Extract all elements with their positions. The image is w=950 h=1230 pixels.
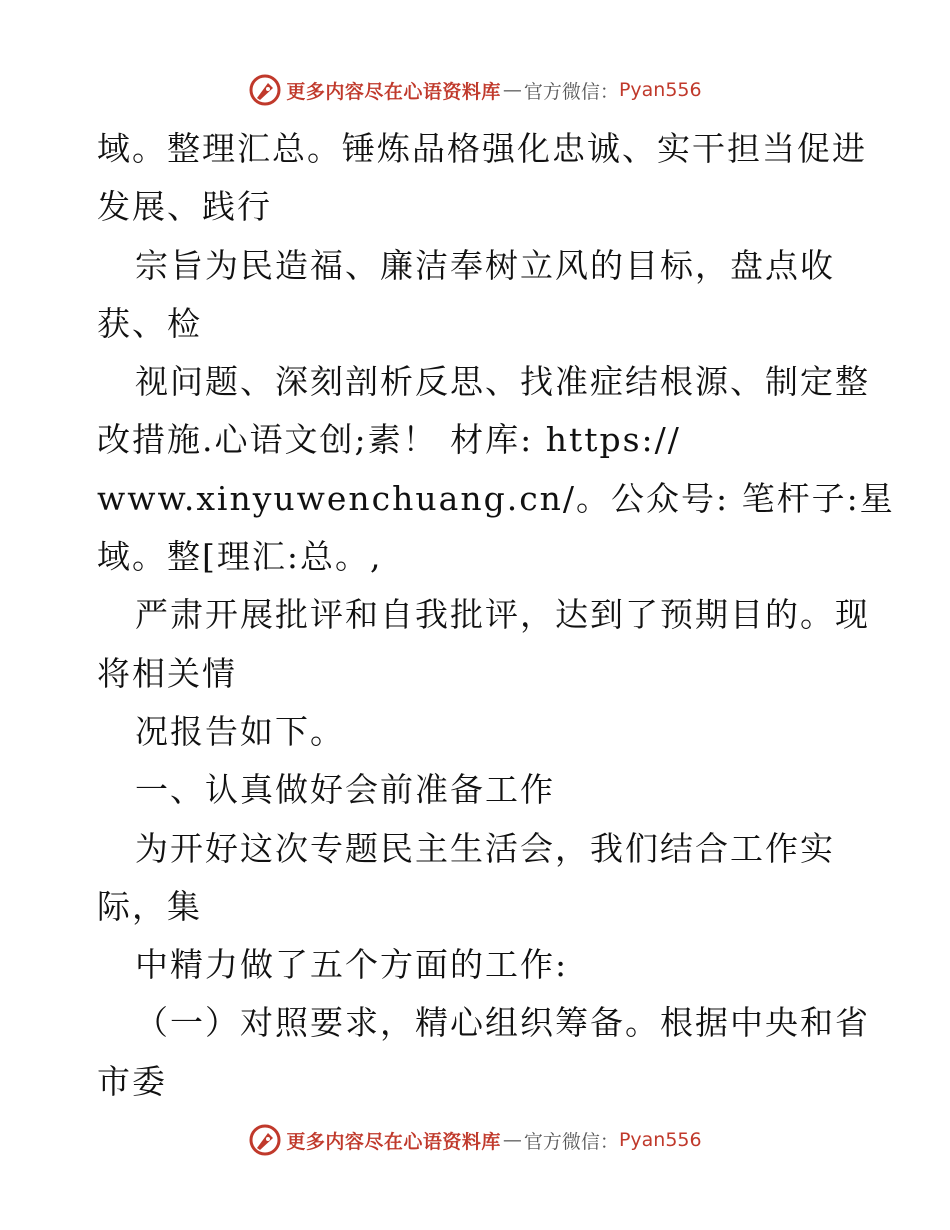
- text-line: 宗旨为民造福、廉洁奉树立风的目标，盘点收: [135, 245, 835, 285]
- banner-slogan: 更多内容尽在心语资料库: [286, 1130, 501, 1153]
- text-line: 际，集: [97, 886, 202, 926]
- text-line: 将相关情: [97, 653, 237, 693]
- pen-nib-logo-icon: [248, 1123, 282, 1157]
- text-line: 域。整理汇总。锤炼品格强化忠诚、实干担当促进: [97, 129, 867, 168]
- banner-wechat-id: Pyan556: [618, 79, 702, 101]
- text-line: （一）对照要求，精心组织筹备。根据中央和省: [135, 1003, 870, 1043]
- banner-separator: —: [502, 1129, 522, 1151]
- text-line: 严肃开展批评和自我批评，达到了预期目的。现: [135, 595, 870, 635]
- text-line: 市委: [97, 1061, 167, 1101]
- pen-nib-logo-icon: [248, 73, 282, 107]
- footer-banner: [0, 1120, 950, 1160]
- text-line: www.xinyuwenchuang.cn/。公众号: 笔杆子:星: [97, 478, 895, 518]
- text-line: 获、检: [97, 303, 202, 343]
- text-line: 改措施.心语文创;素！ 材库: https://: [97, 420, 681, 460]
- banner-separator: —: [502, 79, 522, 101]
- text-line: 为开好这次专题民主生活会，我们结合工作实: [135, 828, 835, 868]
- text-line: 况报告如下。: [135, 711, 345, 751]
- banner-wechat-label: 官方微信：: [523, 80, 619, 103]
- text-line: 视问题、深刻剖析反思、找准症结根源、制定整: [135, 362, 870, 402]
- banner-wechat-id: Pyan556: [618, 1129, 702, 1151]
- document-body: [97, 120, 895, 1111]
- text-line: 发展、践行: [97, 187, 272, 227]
- text-line: 域。整[理汇:总。,: [97, 537, 383, 577]
- text-line: 中精力做了五个方面的工作:: [135, 945, 569, 985]
- text-line: 一、认真做好会前准备工作: [135, 770, 555, 810]
- banner-wechat-label: 官方微信：: [523, 1130, 619, 1153]
- header-banner: [0, 70, 950, 110]
- banner-slogan: 更多内容尽在心语资料库: [286, 80, 501, 103]
